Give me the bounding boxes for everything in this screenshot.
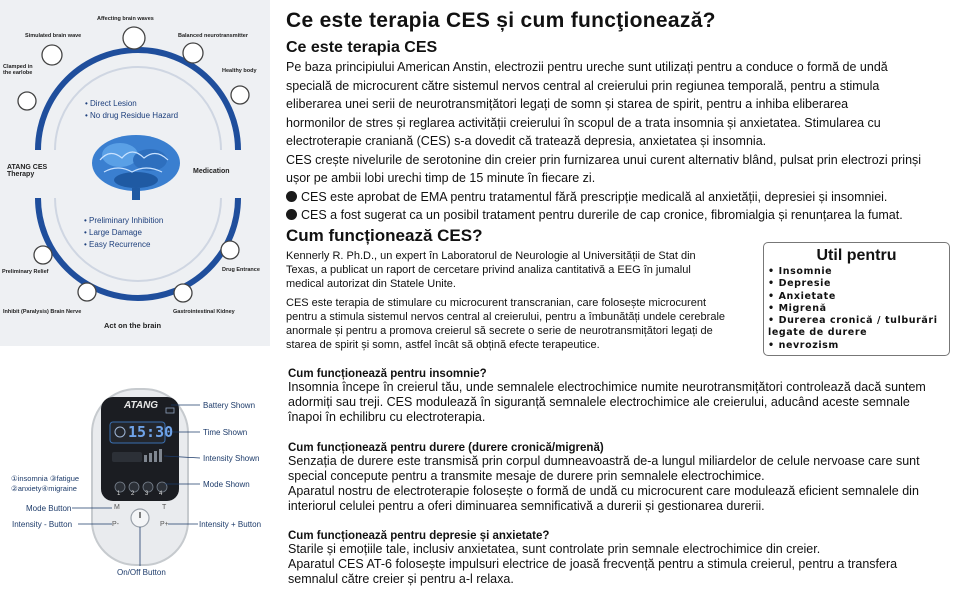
intensity-plus-label: Intensity + Button <box>199 520 262 529</box>
label-clamped-in-earlobe: Clamped in the earlobe <box>3 64 33 76</box>
section2-para1: Kennerly R. Ph.D., un expert în Laboratorul de Neurologie al Universității de Stat din Texas, a publicat un raport de cercetare privind analiza cantitativă a EEG în jumalul medical autorizat din Statele Unite. <box>286 250 696 290</box>
useful-item: • Insomnie <box>768 266 833 277</box>
lower-bullet: • Large Damage <box>84 228 142 237</box>
lower-bullet: • Preliminary Inhibition <box>84 216 164 225</box>
label-healthy-body: Healthy body <box>222 68 257 74</box>
mode-number-2: 2 <box>131 491 135 497</box>
mode-button-label: Mode Button <box>26 504 72 513</box>
section1-bullet: CES a fost sugerat ca un posibil tratament pentru durerile de cap cronice, fibromialgia și renunțarea la fumat. <box>286 206 966 225</box>
section2-para2: CES este terapia de stimulare cu microcurent transcranian, care folosește microcurent pentru a stimula sistemul nervos central al creierului, pentru a îmbunătăți undele cerebrale anormale și pentru a promova creierul să secrete o serie de neurotransmițători legați de starea de spirit și somn, astfel încât să obțină efecte terapeutice. <box>286 297 726 351</box>
device-brand: ATANG <box>124 400 159 411</box>
label-balanced-neurotransmitter: Balanced neurotransmitter <box>178 33 248 39</box>
faq-depression: Cum funcționează pentru depresie și anxietate? Starile și emoțiile tale, inclusiv anxietatea, sunt controlate prin semnale electrochimice din creier. Aparatul CES AT-6 folosește impulsuri electrice de joasă frecvență pentru a stimula creierul, pentru a transfera semnalul către creier și pentru a-l relaxa. <box>288 530 963 587</box>
time-shown-label: Time Shown <box>203 428 248 437</box>
mode-number-1: 1 <box>117 491 121 497</box>
intensity-plus-button[interactable]: P+ <box>160 521 169 528</box>
label-atang-ces-therapy: ATANG CES Therapy <box>7 164 48 178</box>
faq-question: Cum funcționează pentru durere (durere cronică/migrenă) <box>288 442 604 454</box>
label-affecting-brain-waves: Affecting brain waves <box>97 16 154 22</box>
upper-bullet: • Direct Lesion <box>85 99 137 108</box>
time-button[interactable]: T <box>162 504 167 511</box>
useful-item: • Anxietate <box>768 290 836 302</box>
useful-item: legate de durere <box>768 327 868 339</box>
faq-pain: Cum funcționează pentru durere (durere cronică/migrenă) Senzația de durere este transmisă prin corpul dumneavoastră de-a lungul miliardelor de celule nervoase care sunt special concepute pentru a transmite mesaje de durere prin semnalele electrochimice. Aparatul nostru de electroterapie folosește o formă de undă cu microcurent care modulează eficient semnalele din interiorul celulei pentru a oferi diminuarea semnificativă a durerii și gestionarea durerii. <box>288 442 963 514</box>
upper-bullet: • No drug Residue Hazard <box>85 111 179 120</box>
section2-heading: Cum funcționează CES? <box>286 226 483 245</box>
intensity-shown-label: Intensity Shown <box>203 454 260 463</box>
label-act-on-brain: Act on the brain <box>104 321 162 330</box>
section1-line: electroterapie craniană (CES) s-a dovedit că tratează depresia, anxietatea și insomnia. <box>286 134 767 148</box>
section1-body <box>286 58 966 225</box>
label-drug-entrance: Drug Entrance <box>222 267 260 273</box>
label-medication: Medication <box>193 168 230 175</box>
intensity-minus-button[interactable]: P- <box>112 521 119 528</box>
useful-item: • nevrozism <box>768 339 839 351</box>
mode-number-4: 4 <box>159 491 163 497</box>
lower-bullet: • Easy Recurrence <box>84 240 151 249</box>
section1-line: ușor pe ambii lobi urechi timp de 15 minute în fiecare zi. <box>286 171 596 185</box>
useful-item: • Durerea cronică / tulburări <box>768 315 938 327</box>
battery-shown-label: Battery Shown <box>203 401 256 410</box>
useful-for-list <box>768 266 949 352</box>
onoff-button-label: On/Off Button <box>117 568 166 577</box>
section1-line: hormonilor de stres și reglarea activității creierului în scopul de a trata insomnia și anxietatea. Stimularea cu <box>286 115 881 130</box>
faq-question: Cum funcționează pentru insomnie? <box>288 368 487 380</box>
section1-heading: Ce este terapia CES <box>286 39 438 56</box>
ces-therapy-infographic <box>0 0 270 346</box>
modes-legend-line1: ①insomnia ③fatigue <box>11 474 80 483</box>
useful-item: • Migrenă <box>768 302 827 314</box>
useful-item: • Depresie <box>768 278 831 290</box>
label-gastrointestinal-kidney: Gastrointestinal Kidney <box>173 309 235 315</box>
label-simulated-brain-wave: Simulated brain wave <box>25 33 82 39</box>
label-preliminary-relief: Preliminary Relief <box>2 269 49 275</box>
device-diagram <box>0 366 270 600</box>
section1-line: CES crește nivelurile de serotonine din creier prin furnizarea unui curent alternativ blând, pulsat prin electrozi prinși <box>286 152 922 167</box>
modes-legend-line2: ②anxiety④migraine <box>11 484 77 493</box>
section1-line: specială de microcurent către sistemul nervos central al creierului prin regiunea temporală, pentru a stimula <box>286 78 880 93</box>
device-screen-time: 15:30 <box>128 423 174 441</box>
useful-for-title: Util pentru <box>816 247 897 264</box>
intensity-minus-label: Intensity - Button <box>12 520 73 529</box>
faq-insomnia: Cum funcționează pentru insomnie? Insomnia începe în creierul tău, unde semnalele electrochimice numite neurotransmițători controlează dacă suntem adormiți sau treji. CES modulează în siguranță semnalele electrochimice ale creierului, aducând aceste semnale înapoi în echilibru cu electroterapia. <box>288 368 963 425</box>
mode-button[interactable]: M <box>114 504 120 511</box>
mode-shown-label: Mode Shown <box>203 480 250 489</box>
useful-for-box <box>763 242 950 356</box>
section1-line: Pe baza principiului American Anstin, electrozii pentru ureche sunt utilizați pentru a conduce o formă de undă <box>286 60 888 74</box>
main-title: Ce este terapia CES și cum funcţionează? <box>286 9 716 32</box>
brain-illustration <box>92 135 180 200</box>
bullet-dot-icon <box>286 191 297 202</box>
faq-question: Cum funcționează pentru depresie și anxietate? <box>288 530 550 542</box>
mode-number-3: 3 <box>145 491 149 497</box>
label-inhibit-brain-nerve: Inhibit (Paralysis) Brain Nerve <box>3 309 82 315</box>
section1-bullet: CES este aprobat de EMA pentru tratamentul fără prescripție medicală al anxietății, depresiei și insomniei. <box>286 188 966 207</box>
section1-line: eliberarea unei serii de neurotransmițători legați de somn și starea de spirit, pentru a inhiba eliberarea <box>286 97 849 111</box>
bullet-dot-icon <box>286 209 297 220</box>
